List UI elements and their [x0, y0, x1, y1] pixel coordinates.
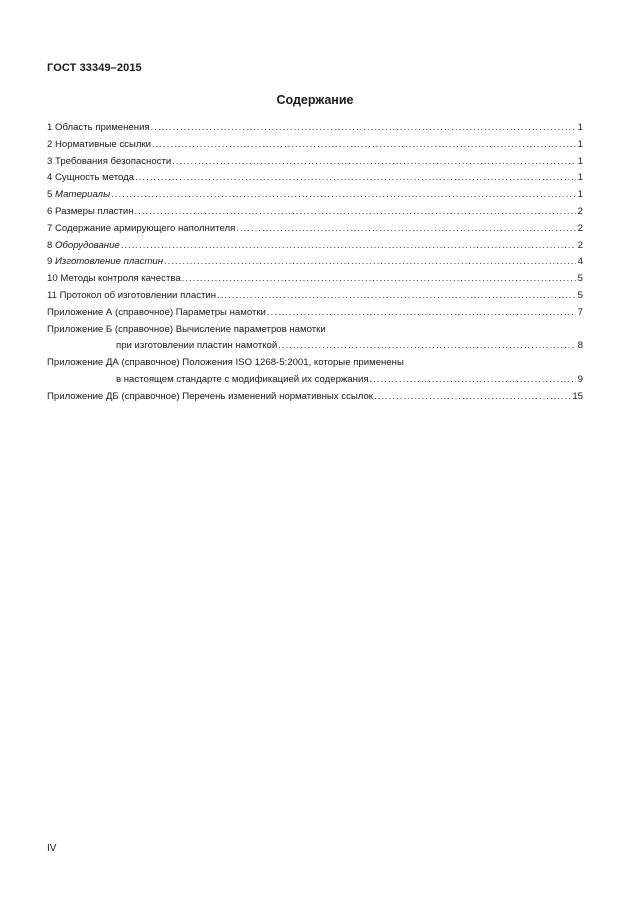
toc-entry-label: Приложение А (справочное) Параметры намотки: [47, 306, 266, 318]
toc-entry-appendix-a[interactable]: [47, 307, 583, 324]
leader-dots: [267, 307, 576, 318]
toc-page-number: 2: [577, 239, 583, 251]
toc-page-number: 5: [577, 273, 583, 285]
toc-entry-label: 1 Область применения: [47, 122, 150, 133]
toc-entry-number: 8: [47, 239, 56, 251]
toc-entry-label: 3 Требования безопасности: [47, 155, 172, 167]
toc-page-number: 2: [577, 222, 583, 234]
page-number: IV: [47, 843, 57, 854]
toc-entry-7[interactable]: [47, 223, 583, 240]
table-of-contents: [47, 122, 583, 408]
leader-dots: [135, 206, 576, 217]
toc-entry-label: Приложение Б (справочное) Вычисление параметров намотки: [47, 323, 326, 335]
toc-entry-label: [47, 256, 163, 267]
toc-entry-3[interactable]: [47, 156, 583, 173]
leader-dots: [151, 122, 576, 133]
toc-entry-label: [47, 189, 110, 200]
leader-dots: [172, 156, 576, 167]
toc-page-number: 5: [577, 289, 583, 301]
toc-entry-label: Приложение ДА (справочное) Положения ISO 1268-5:2001, которые применены: [47, 357, 404, 369]
leader-dots: [374, 391, 571, 402]
toc-entry-label: 4 Сущность метода: [47, 172, 135, 184]
toc-entry-appendix-da-line2[interactable]: [47, 374, 583, 391]
toc-entry-italic-label: Материалы: [55, 189, 111, 201]
leader-dots: [182, 273, 576, 284]
toc-page-number: 2: [577, 205, 583, 217]
leader-dots: [370, 374, 576, 385]
toc-entry-label: 2 Нормативные ссылки: [47, 138, 152, 150]
toc-page-number: 4: [577, 256, 583, 268]
toc-entry-italic-label: Оборудование: [55, 239, 120, 251]
document-id: ГОСТ 33349–2015: [47, 62, 142, 74]
toc-entry-4[interactable]: [47, 172, 583, 189]
toc-entry-label: 6 Размеры пластин: [47, 205, 134, 217]
toc-entry-label: Приложение ДБ (справочное) Перечень изменений нормативных ссылок: [47, 390, 373, 402]
toc-page-number: 1: [577, 122, 583, 133]
leader-dots: [217, 290, 576, 301]
leader-dots: [111, 189, 576, 200]
toc-entry-italic-label: Изготовление пластин: [55, 256, 163, 268]
toc-page-number: 8: [577, 340, 583, 352]
toc-entry-9[interactable]: [47, 256, 583, 273]
toc-entry-10[interactable]: [47, 273, 583, 290]
toc-page-number: 9: [577, 373, 583, 385]
toc-title: Содержание: [276, 93, 354, 107]
toc-page-number: 1: [577, 189, 583, 201]
leader-dots: [164, 256, 576, 267]
toc-entry-appendix-db[interactable]: [47, 391, 583, 408]
leader-dots: [236, 223, 576, 234]
toc-entry-5[interactable]: [47, 189, 583, 206]
toc-entry-label: 7 Содержание армирующего наполнителя: [47, 222, 236, 234]
toc-page-number: 15: [572, 390, 583, 402]
toc-entry-8[interactable]: [47, 240, 583, 257]
toc-page-number: 1: [577, 138, 583, 150]
toc-entry-label: 11 Протокол об изготовлении пластин: [47, 289, 217, 301]
toc-entry-label-continued: в настоящем стандарте с модификацией их содержания: [116, 373, 369, 385]
toc-entry-label: [47, 240, 120, 251]
toc-entry-appendix-b-line1[interactable]: [47, 324, 583, 341]
leader-dots: [152, 139, 576, 150]
leader-dots: [278, 340, 576, 351]
toc-entry-label-continued: при изготовлении пластин намоткой: [116, 340, 278, 352]
toc-entry-number: 9: [47, 256, 56, 268]
toc-page-number: 7: [577, 306, 583, 318]
toc-entry-label: 10 Методы контроля качества: [47, 273, 181, 285]
toc-entry-6[interactable]: [47, 206, 583, 223]
toc-entry-1[interactable]: [47, 122, 583, 139]
leader-dots: [121, 240, 576, 251]
toc-entry-number: 5: [47, 189, 56, 201]
toc-entry-appendix-b-line2[interactable]: [47, 340, 583, 357]
leader-dots: [135, 172, 576, 183]
toc-entry-11[interactable]: [47, 290, 583, 307]
toc-page-number: 1: [577, 155, 583, 167]
toc-entry-appendix-da-line1[interactable]: [47, 357, 583, 374]
toc-entry-2[interactable]: [47, 139, 583, 156]
toc-page-number: 1: [577, 172, 583, 184]
